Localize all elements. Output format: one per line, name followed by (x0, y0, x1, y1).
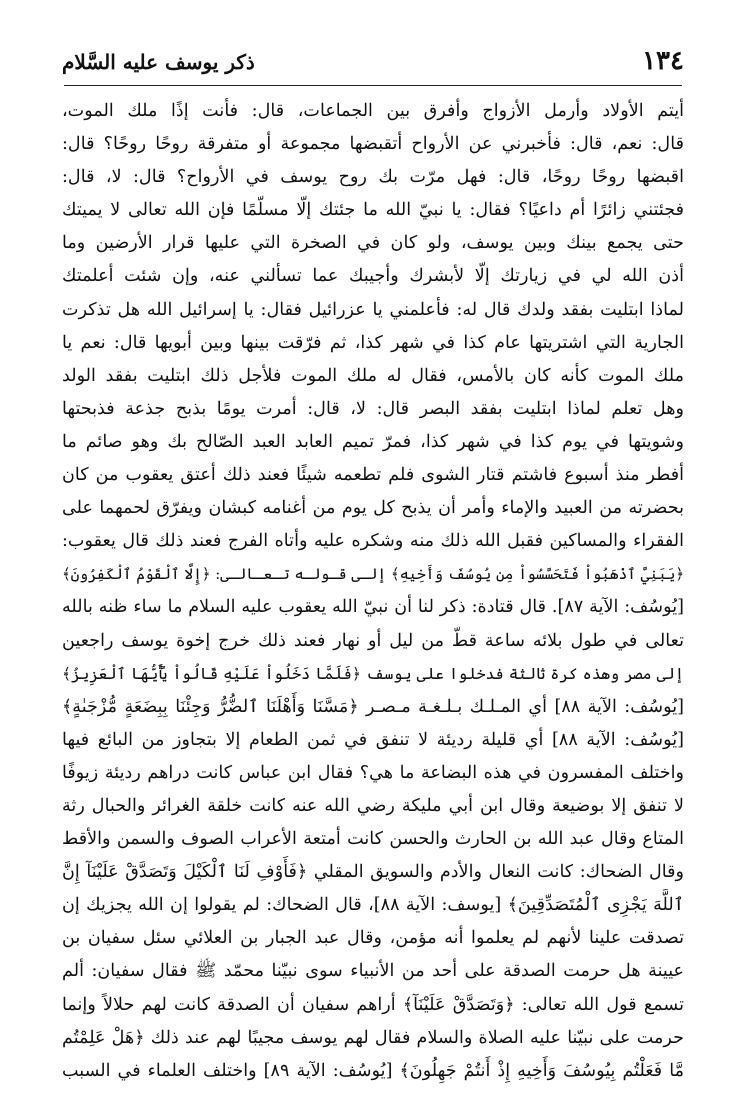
text-line: أيتم الأولاد وأرمل الأزواج وأفرق بين الجماعات، قال: فأنت إذًا ملك الموت، (62, 101, 684, 121)
text-line: أذن الله لي في زيارتك إلّا لأبشرك وأجيبك عما تسألني عنه، وإن شئت أعلمتك (62, 266, 684, 287)
text-line: تصدقت علينا لأنهم لم يعلموا أنه مؤمن، وقال عبد الجبار بن العلائي سئل سفيان بن (62, 928, 684, 949)
text-line: فجئتني زائرًا أم داعيًا؟ فقال: يا نبيّ الله ما جئتك إلّا مسلّمًا فإن الله تعالى لا يميتك (62, 200, 684, 221)
quran-verse-line: حرمت على نبيّنا عليه الصلاة والسلام فقال لهم يوسف مجيبًا لهم عند ذلك ﴿هَلْ عَلِمْتُم (62, 1027, 684, 1048)
text-line: ملك الموت كأنه كان بالأمس، فقال له ملك الموت فلأجل ذلك ابتليت بفقد الولد (62, 365, 684, 386)
quran-verse-line: ﴿يَبَنِيَّ ٱذْهَبُواْ فَتَحَسَّسُواْ مِن يُوسُفَ وَأَخِيهِ﴾ إلـى قـولـه تـعـالـى: ﴿إِلَّا ٱلْقَوْمُ ٱلْكَفِرُونَ﴾ (62, 566, 684, 584)
text-line: تعالى في طول بلائه ساعة قطّ من ليل أو نهار فعند ذلك خرج إخوة يوسف راجعين (62, 630, 684, 651)
header-divider (64, 85, 682, 86)
quran-verse-line: تسمع قول الله تعالى: ﴿وَتَصَدَّقْ عَلَيْنَآ﴾ أراهم سفيان أن الصدقة كانت لهم حلالاً وإنما (62, 994, 684, 1015)
text-line: واختلف المفسرون في هذه البضاعة ما هي؟ فقال ابن عباس كانت دراهم رديئة زيوفًا (62, 762, 684, 783)
quran-verse-line: وقال الضحاك: كانت النعال والأدم والسويق المقلي ﴿فَأَوْفِ لَنَا ٱلْكَيْلَ وَتَصَدَّقْ عَلَيْنَآ إِنَّ (62, 862, 684, 883)
text-line: المتاع وقال عبد الله بن الحارث والحسن كانت أمتعة الأعراب الصوف والسمن والأقط (62, 829, 684, 850)
quran-verse-line: ٱللَّهَ يَجْزِى ٱلْمُتَصَدِّقِينَ﴾ [يوسف: الآية ٨٨]، قال الضحاك: لم يقولوا إن الله يجزيك إن (62, 895, 684, 916)
text-line: وهل تعلم لماذا ابتليت بفقد البصر قال: لا، قال: أمرت يومًا بذبح جذعة فذبحتها (62, 398, 684, 419)
text-line: بحضرته من العبيد والإماء وأمر أن يذبح كل يوم من أغنامه كبشان ويفرّق لحمهما على (62, 498, 684, 519)
page-number: ١٣٤ (642, 46, 684, 76)
quran-verse-line: إلى مصر وهذه كرة ثالثة فدخلوا على يوسف ﴿فَلَمَّا دَخَلُواْ عَلَيْهِ قَالُواْ يَٓأَيُّهَا ٱلْعَزِيزُ﴾ (62, 664, 684, 683)
quran-verse-line: [يُوسُف: الآية ٨٨] أي المـلـك بـلـغـة مـصـر ﴿مَسَّنَا وَأَهْلَنَا ٱلضُّرُّ وَجِئْنَا بِبِضَعَةٍ مُّزْجَىٰةٍ﴾ (62, 696, 684, 717)
main-text (62, 95, 684, 1088)
text-line: وشويتها في يوم كذا في شهر كذا، فمرّ تميم العابد العبد الصّالح بك وهو صائم ما (62, 431, 684, 452)
text-line: [يُوسُف: الآية ٨٨] أي قليلة رديئة لا تنفق في ثمن الطعام إلا بتجاوز من البائع فيها (62, 729, 684, 750)
text-line: عيينة هل حرمت الصدقة على أحد من الأنبياء سوى نبيّنا محمّد ﷺ فقال سفيان: ألم (62, 961, 684, 982)
text-line: الجارية التي اشتريتها عام كذا في شهر كذا، ثم فرّقت بينها وبين أبويها قال: نعم يا (62, 332, 684, 353)
text-line: لا تنفق إلا بوضيعة وقال ابن أبي مليكة رضي الله عنه كانت خلقة الغرائر والحبال رثة (62, 795, 684, 816)
running-title: ذكر يوسف عليه السَّلام (62, 50, 255, 74)
text-line: [يُوسُف: الآية ٨٧]. قال قتادة: ذكر لنا أن نبيّ الله يعقوب عليه السلام ما ساء ظنه بالله (62, 597, 684, 618)
text-line: الفقراء والمساكين فقبل الله ذلك منه وشكره عليه وأتاه الفرج فعند ذلك قال يعقوب: (62, 531, 684, 552)
text-line: اقبضها روحًا روحًا، قال: فهل مرّت بك روح يوسف في الأرواح؟ قال: لا، قال: (62, 167, 684, 188)
text-line: قال: نعم، قال: فأخبرني عن الأرواح أتقبضها مجموعة أو متفرقة روحًا روحًا؟ قال: (62, 134, 684, 155)
text-line: لماذا ابتليت بفقد ولدك قال له: فأعلمني يا عزرائيل فقال: يا إسرائيل الله هل تذكرت (62, 299, 684, 320)
text-line: حتى يجمع بينك وبين يوسف، ولو كان في الصخرة التي عليها قرار الأرضين وما (62, 233, 684, 254)
page-header (62, 44, 684, 84)
text-line: أفطر منذ أسبوع فاشتم قتار الشوى فلم تطعمه شيئًا فعند ذلك أعتق يعقوب من كان (62, 465, 684, 486)
quran-verse-line: مَّا فَعَلْتُم بِيُوسُفَ وَأَخِيهِ إِذْ أَنتُمْ جَهِلُونَ﴾ [يُوسُف: الآية ٨٩] واختلف العلماء في السبب (62, 1060, 684, 1081)
